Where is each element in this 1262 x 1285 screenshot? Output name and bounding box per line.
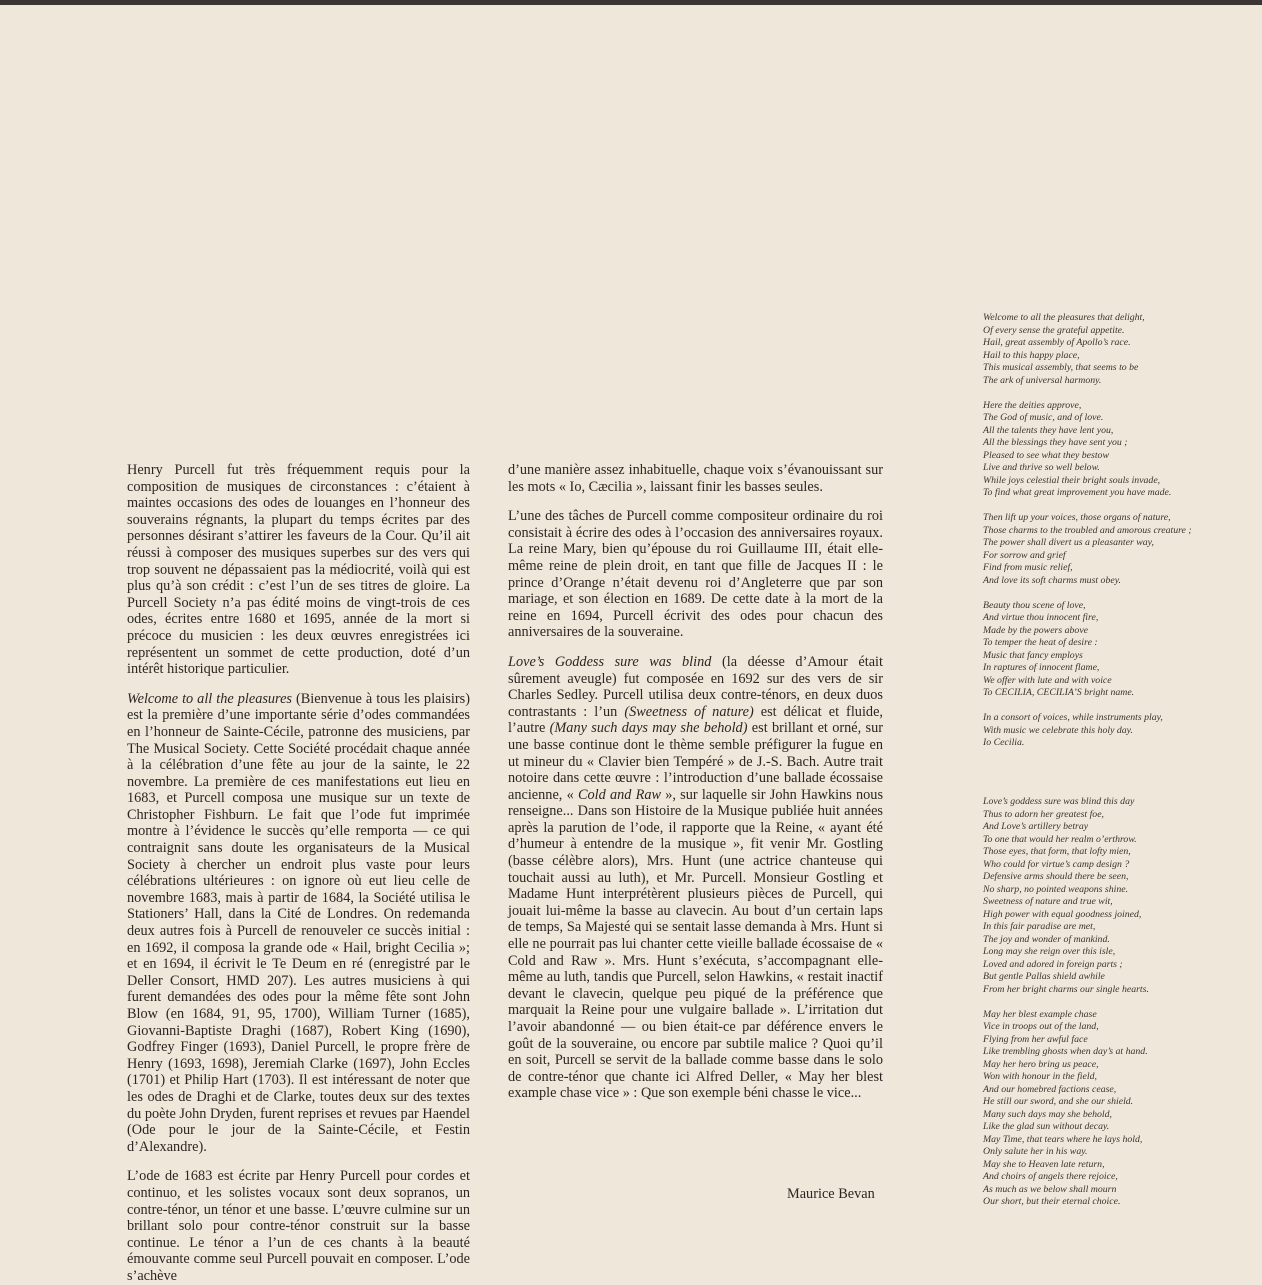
essay-paragraph: L’ode de 1683 est écrite par Henry Purcell pour cordes et continuo, et les solistes vocaux sont deux sopranos, un contre-ténor, un ténor et une basse. L’œuvre culmine sur un brillant solo pour contre-ténor construit sur la basse continue. Le ténor a l’un de ces chants à la beauté émouvante comme seul Purcell pouvait en composer. L’ode s’achève: [127, 1168, 470, 1284]
poem-line: Welcome to all the pleasures that delight,: [983, 312, 1145, 323]
poem-stanza: [983, 400, 1258, 500]
essay-paragraph: L’une des tâches de Purcell comme compositeur ordinaire du roi consistait à écrire des odes à l’occasion des anniversaires royaux. La reine Mary, bien qu’épouse du roi Guillaume III, était elle-même reine de plein droit, en tant que fille de Jacques II : le prince d’Orange n’était devenu roi d’Angleterre que par son mariage, et son élection en 1689. De cette date à la mort de la reine en 1694, Purcell écrivit des odes pour chacun des anniversaires de la souveraine.: [508, 508, 883, 641]
poem-line: High power with equal goodness joined,: [983, 908, 1142, 920]
poem-line: Long may she reign over this isle,: [983, 946, 1116, 957]
poem-line: In this fair paradise are met,: [983, 921, 1096, 932]
poem-line: In raptures of innocent flame,: [983, 662, 1100, 673]
poem-line: No sharp, no pointed weapons shine.: [983, 883, 1129, 895]
poem-line: To temper the heat of desire :: [983, 637, 1098, 648]
poem-line: Like the glad sun without decay.: [983, 1121, 1110, 1132]
essay-paragraph: d’une manière assez inhabituelle, chaque voix s’évanouissant sur les mots « Io, Cæcilia », laissant finir les basses seules.: [508, 462, 883, 495]
essay-column-middle: [508, 462, 883, 1102]
poem-line: May she to Heaven late return,: [983, 1158, 1105, 1170]
work-title: Cold and Raw: [577, 786, 662, 803]
poem-line: The God of music, and of love.: [983, 412, 1104, 423]
poem-loves-goddess: [983, 796, 1258, 1209]
poem-texts: [983, 312, 1258, 1221]
poem-line: Beauty thou scene of love,: [983, 599, 1086, 611]
poem-line: From her bright charms our single hearts.: [983, 983, 1149, 995]
poem-stanza: [983, 600, 1258, 700]
poem-line: Loved and adored in foreign parts ;: [983, 958, 1123, 970]
essay-paragraph: [127, 691, 470, 1156]
poem-line: This musical assembly, that seems to be: [983, 362, 1139, 373]
poem-line: Who could for virtue’s camp design ?: [983, 858, 1130, 870]
work-title: Love’s Goddess sure was blind: [508, 653, 712, 670]
poem-line: Hail to this happy place,: [983, 349, 1080, 361]
essay-text: », sur laquelle sir John Hawkins nous renseigne... Dans son Histoire de la Musique publiée huit années après la parution de l’ode, il rapporte que la Reine, « ayant été d’humeur à entendre de la musique », fit venir Mr. Gostling (basse célèbre alors), Mrs. Hunt (une actrice chanteuse qui touchait aussi au luth), et Mr. Purcell. Monsieur Gostling et Madame Hunt interprétèrent plusieurs pièces de Purcell, qui jouait lui-même la basse au clavecin. Au bout d’un certain laps de temps, Sa Majesté qui se sentait lasse demanda à Mrs. Hunt si elle ne pourrait pas lui chanter cette vieille ballade écossaise de « Cold and Raw ». Mrs. Hunt s’exécuta, s’accompagnant elle-même au luth, tandis que Purcell, selon Hawkins, « restait inactif devant le clavecin, quelque peu piqué de la préférence que marquait la Reine pour une vulgaire ballade ». L’irritation dut l’avoir abandonné — ou bien était-ce par déférence envers le goût de la souveraine, ou encore par subtile malice ? Quoi qu’il en soit, Purcell se servit de la ballade comme basse dans le solo de contre-ténor que chante ici Alfred Deller, « May her blest example chase vice » : Que son exemple béni chasse le vice...: [508, 786, 884, 1102]
poem-line: He still our sword, and she our shield.: [983, 1096, 1134, 1107]
work-title: (Sweetness of nature): [624, 703, 754, 720]
poem-line: The power shall divert us a pleasanter way,: [983, 537, 1154, 548]
essay-text: (la déesse d’Amour était sûrement aveugle) fut composée en 1692 sur des vers de sir Charles Sedley. Purcell utilisa deux contre-ténors, en deux duos contrastants : l’un: [508, 653, 883, 720]
poem-line: To CECILIA, CECILIA’S bright name.: [983, 687, 1135, 698]
poem-line: While joys celestial their bright souls invade,: [983, 474, 1161, 486]
poem-line: Our short, but their eternal choice.: [983, 1196, 1121, 1207]
poem-line: Here the deities approve,: [983, 399, 1082, 411]
poem-line: Hail, great assembly of Apollo’s race.: [983, 337, 1131, 348]
poem-line: And choirs of angels there rejoice,: [983, 1171, 1118, 1182]
poem-line: Won with honour in the field,: [983, 1071, 1097, 1082]
poem-stanza: [983, 1009, 1258, 1209]
poem-line: May her blest example chase: [983, 1008, 1097, 1020]
poem-line: Those eyes, that form, that lofty mien,: [983, 846, 1131, 857]
poem-line: And virtue thou innocent fire,: [983, 612, 1099, 623]
poem-line: Then lift up your voices, those organs of nature,: [983, 512, 1171, 523]
poem-line: May Time, that tears where he lays hold,: [983, 1133, 1143, 1145]
poem-line: The ark of universal harmony.: [983, 374, 1102, 386]
poem-line: To find what great improvement you have made.: [983, 487, 1172, 498]
poem-line: May her hero bring us peace,: [983, 1058, 1099, 1070]
essay-column-left: [127, 462, 470, 1285]
work-title: (Many such days may she behold): [549, 720, 748, 737]
poem-line: All the talents they have lent you,: [983, 424, 1114, 436]
poem-line: Those charms to the troubled and amorous creature ;: [983, 524, 1192, 536]
poem-line: Find from music relief,: [983, 562, 1073, 573]
poem-line: To one that would her realm o’erthrow.: [983, 833, 1137, 845]
poem-line: Live and thrive so well below.: [983, 462, 1100, 473]
poem-line: And love its soft charms must obey.: [983, 574, 1121, 586]
poem-line: All the blessings they have sent you ;: [983, 437, 1128, 448]
poem-line: Sweetness of nature and true wit,: [983, 896, 1113, 907]
poem-line: Of every sense the grateful appetite.: [983, 324, 1125, 336]
poem-welcome: [983, 312, 1258, 750]
top-edge-band: [0, 0, 1262, 5]
poem-line: Only salute her in his way.: [983, 1146, 1088, 1157]
poem-separator: [983, 762, 1258, 796]
poem-stanza: [983, 796, 1258, 996]
poem-stanza: [983, 712, 1258, 750]
essay-text: est délicat et fluide, l’autre: [508, 703, 883, 737]
poem-stanza: [983, 312, 1258, 387]
essay-paragraph: [508, 654, 883, 1102]
author-signature: Maurice Bevan: [787, 1186, 875, 1202]
poem-line: We offer with lute and with voice: [983, 674, 1112, 686]
poem-line: And our homebred factions cease,: [983, 1083, 1117, 1095]
essay-paragraph: Henry Purcell fut très fréquemment requis pour la composition de musiques de circonstances : c’étaient à maintes occasions des odes de louanges en l’honneur des souverains régnants, la plupart du temps écrites par des personnes désirant s’attirer les faveurs de la Cour. Qu’il ait réussi à composer des musiques superbes sur des vers qui trop souvent ne dépassaient pas la médiocrité, voilà qui est plus qu’à son crédit : c’est l’un de ses titres de gloire. La Purcell Society n’a pas édité moins de vingt-trois de ces odes, écrites entre 1680 et 1695, année de la mort si précoce du musicien : les deux œuvres enregistrées ici représentent un sommet de cette production, doté d’un intérêt historique particulier.: [127, 462, 470, 678]
poem-line: Love’s goddess sure was blind this day: [983, 796, 1135, 807]
poem-stanza: [983, 512, 1258, 587]
poem-line: Vice in troops out of the land,: [983, 1021, 1099, 1032]
poem-line: The joy and wonder of mankind.: [983, 933, 1110, 945]
poem-line: For sorrow and grief: [983, 549, 1066, 561]
essay-text: (Bienvenue à tous les plaisirs) est la première d’une importante série d’odes commandées en l’honneur de Sainte-Cécile, patronne des musiciens, par The Musical Society. Cette Société procédait chaque année à la célébration d’une fête au jour de la sainte, le 22 novembre. La première de ces manifestations eut lieu en 1683, et Purcell composa une musique sur un texte de Christopher Fishburn. Le fait que l’ode fut imprimée montre à l’évidence le succès qu’elle remporta — ce qui contraignit sans doute les organisateurs de la Musical Society à chercher un endroit plus vaste pour leurs célébrations ultérieures : on ignore où eut lieu celle de novembre 1683, mais à partir de 1684, la Société utilisa le Stationers’ Hall, dans la Cité de Londres. On redemanda deux autres fois à Purcell de renouveler ce succès initial : en 1692, il composa la grande ode « Hail, bright Cecilia »; et en 1694, il écrivit le Te Deum en ré (enregistré par le Deller Consort, HMD 207). Les autres musiciens à qui furent demandées des odes pour la même fête sont John Blow (en 1684, 91, 95, 1700), William Turner (1685), Giovanni-Baptiste Draghi (1687), Robert King (1690), Godfrey Finger (1693), Daniel Purcell, le propre frère de Henry (1693, 1698), Jeremiah Clarke (1697), John Eccles (1701) et Philip Hart (1703). Il est intéressant de noter que les odes de Draghi et de Clarke, toutes deux sur des textes du poète John Dryden, furent reprises et revues par Haendel (Ode pour le jour de la Sainte-Cécile, et Festin d’Alexandre).: [127, 690, 470, 1155]
poem-line: But gentle Pallas shield awhile: [983, 971, 1105, 982]
poem-line: In a consort of voices, while instruments play,: [983, 712, 1163, 723]
poem-line: Made by the powers above: [983, 624, 1089, 636]
poem-line: Defensive arms should there be seen,: [983, 871, 1129, 882]
poem-line: Like trembling ghosts when day’s at hand.: [983, 1046, 1148, 1057]
work-title: Welcome to all the pleasures: [127, 690, 292, 707]
poem-line: Music that fancy employs: [983, 649, 1083, 661]
poem-line: Pleased to see what they bestow: [983, 449, 1109, 461]
poem-line: Io Cecilia.: [983, 737, 1025, 748]
poem-line: Flying from her awful face: [983, 1033, 1088, 1045]
poem-line: Many such days may she behold,: [983, 1108, 1112, 1120]
poem-line: And Love’s artillery betray: [983, 821, 1089, 832]
poem-line: As much as we below shall mourn: [983, 1183, 1117, 1195]
essay-text: est brillant et orné, sur une basse continue dont le thème semble préfigurer la fugue en ut mineur du « Clavier bien Tempéré » de J.-S. Bach. Autre trait notoire dans cette œuvre : l’introduction d’une ballade écossaise ancienne, «: [508, 720, 883, 803]
poem-line: With music we celebrate this holy day.: [983, 724, 1133, 736]
poem-line: Thus to adorn her greatest foe,: [983, 808, 1105, 820]
